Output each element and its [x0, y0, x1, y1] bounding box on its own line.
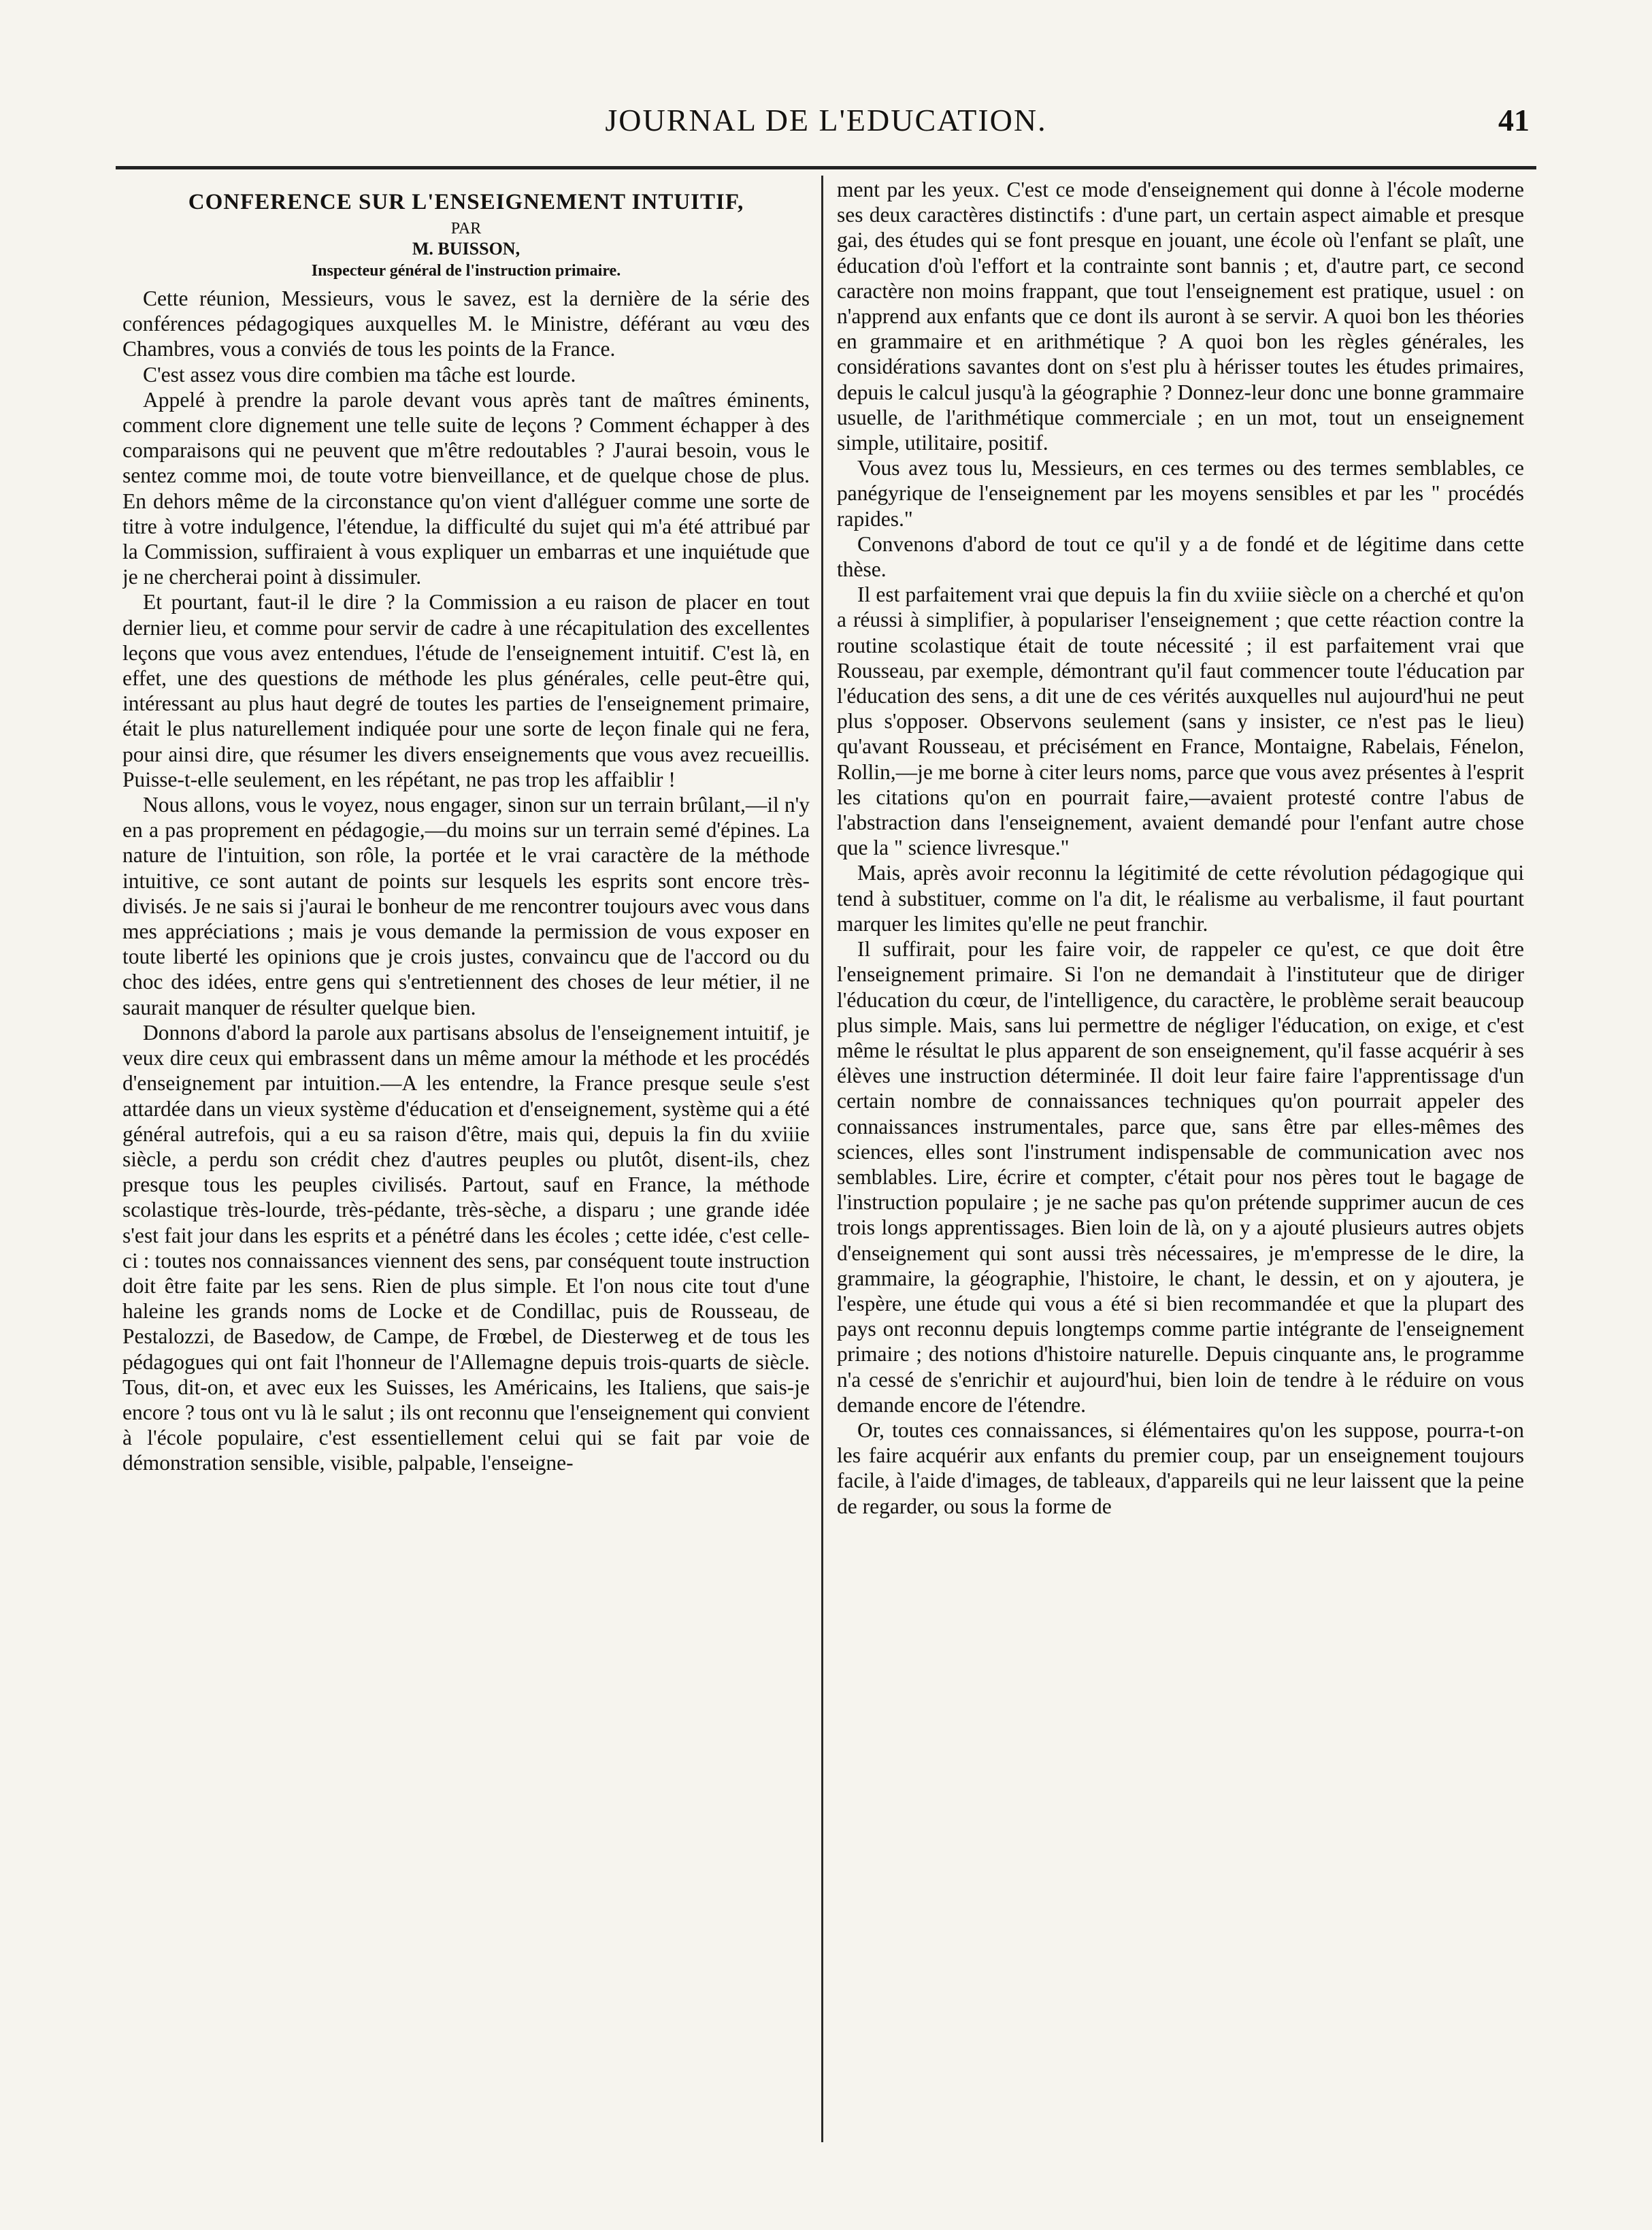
paragraph: Nous allons, vous le voyez, nous engager, sinon sur un terrain brûlant,—il n'y en a pas proprement en pédagogie,—du moins sur un terrain semé d'épines. La nature de l'intuition, son rôle, la portée et le vrai caractère de la méthode intuitive, ce sont autant de points sur lesquels les esprits sont encore très-divisés. Je ne sais si j'aurai le bonheur de me rencontrer toujours avec vous dans mes appréciations ; mais je vous demande la permission de vous exposer en toute liberté les opinions que je crois justes, convaincu que de l'accord ou du choc des idées, entre gens qui s'entretiennent des choses de leur métier, il ne saurait manquer de résulter quelque bien. — [122, 793, 810, 1019]
paragraph: Et pourtant, faut-il le dire ? la Commission a eu raison de placer en tout dernier lieu, et comme pour servir de cadre à une récapitulation des excellentes leçons que vous avez entendues, l'étude de l'enseignement intuitif. C'est là, en effet, une des questions de méthode les plus générales, celle peut-être qui, intéressant au plus haut degré de toutes les parties de l'enseignement primaire, était le plus naturellement indiquée pour une sorte de leçon finale qui ne fera, pour ainsi dire, que résumer les divers enseignements que vous avez recueillis. Puisse-t-elle seulement, en les répétant, ne pas trop les affaiblir ! — [122, 590, 810, 791]
paragraph: Appelé à prendre la parole devant vous après tant de maîtres éminents, comment clore dignement une telle suite de leçons ? Comment échapper à des comparaisons qui ne peuvent que m'être redoutables ? J'aurai besoin, vous le sentez comme moi, de toute votre bienveillance, et de quelque chose de plus. En dehors même de la circonstance qu'on vient d'alléguer comme une sorte de titre à votre indulgence, l'étendue, la difficulté du sujet qui m'a été attribué par la Commission, suffiraient à vous expliquer un embarras et une inquiétude que je ne chercherai point à dissimuler. — [122, 387, 810, 589]
paragraph: Convenons d'abord de tout ce qu'il y a de fondé et de légitime dans cette thèse. — [837, 531, 1524, 582]
right-column — [837, 177, 1524, 2144]
paragraph: C'est assez vous dire combien ma tâche est lourde. — [143, 362, 576, 387]
byline-author: M. BUISSON, — [412, 239, 521, 259]
journal-title: JOURNAL DE L'EDUCATION. — [605, 103, 1047, 137]
paragraph: ment par les yeux. C'est ce mode d'enseignement qui donne à l'école moderne ses deux caractères distinctifs : d'une part, un certain aspect aimable et presque gai, des études qui se font presque en jouant, une école où l'enfant se plaît, une éducation d'où l'effort et la contrainte sont bannis ; et, d'autre part, ce second caractère non moins frappant, que tout l'enseignement est pratique, usuel : on n'apprend aux enfants que ce dont ils auront à se servir. A quoi bon les théories en grammaire et en arithmétique ? A quoi bon les règles générales, les considérations savantes dont on s'est plu à hérisser toutes les études primaires, depuis le calcul jusqu'à la géographie ? Donnez-leur donc une bonne grammaire usuelle, de l'arithmétique commerciale ; en un mot, tout un enseignement simple, utilitaire, positif. — [837, 178, 1524, 455]
byline-role: Inspecteur général de l'instruction primaire. — [311, 262, 621, 280]
column-divider — [821, 176, 823, 2142]
paragraph: Donnons d'abord la parole aux partisans absolus de l'enseignement intuitif, je veux dire ceux qui embrassent dans un même amour la méthode et les procédés d'enseignement par intuition.—A les entendre, la France presque seule s'est attardée dans un vieux système d'éducation et d'enseignement, système qui a été général autrefois, qui a eu sa raison d'être, mais qui, depuis la fin du xviiie siècle, a perdu son crédit chez d'autres peuples ou plutôt, disent-ils, chez presque tous les peuples civilisés. Partout, sauf en France, la méthode scolastique très-lourde, très-pédante, très-sèche, a disparu ; une grande idée s'est fait jour dans les esprits et a pénétré dans les écoles ; cette idée, c'est celle-ci : toutes nos connaissances viennent des sens, par conséquent toute instruction doit être faite par les sens. Rien de plus simple. Et l'on nous cite tout d'une haleine les grands noms de Locke et de Condillac, puis de Rousseau, de Pestalozzi, de Basedow, de Campe, de Frœbel, de Diesterweg et de tous les pédagogues qui ont fait l'honneur de l'Allemagne depuis trois-quarts de siècle. Tous, dit-on, et avec eux les Suisses, les Américains, les Italiens, que sais-je encore ? tous ont vu là le salut ; ils ont reconnu que l'enseignement qui convient à l'école populaire, c'est essentiellement celui qui se fait par voie de démonstration sensible, visible, palpable, l'enseigne- — [122, 1020, 810, 1475]
paragraph: Mais, après avoir reconnu la légitimité de cette révolution pédagogique qui tend à substituer, comme on l'a dit, le réalisme au verbalisme, il faut pourtant marquer les limites qu'elle ne peut franchir. — [837, 861, 1524, 936]
paragraph: Cette réunion, Messieurs, vous le savez, est la dernière de la série des conférences pédagogiques auxquelles M. le Ministre, déférant au vœu des Chambres, vous a conviés de tous les points de la France. — [122, 286, 810, 361]
paragraph: Or, toutes ces connaissances, si élémentaires qu'on les suppose, pourra-t-on les faire acquérir aux enfants du premier coup, par un enseignement toujours facile, à l'aide d'images, de tableaux, d'appareils qui ne leur laissent que la peine de regarder, ou sous la forme de — [837, 1417, 1524, 1518]
left-column — [122, 177, 810, 2144]
byline-par: PAR — [450, 220, 482, 237]
header-rule — [116, 166, 1536, 169]
page-number: 41 — [1498, 103, 1530, 137]
paragraph: Il est parfaitement vrai que depuis la fin du xviiie siècle on a cherché et qu'on a réussi à simplifier, à populariser l'enseignement ; que cette réaction contre la routine scolastique était de toute nécessité ; il est parfaitement vrai que Rousseau, par exemple, démontrant qu'il faut commencer toute l'éducation par l'éducation des sens, a dit une de ces vérités auxquelles nul aujourd'hui ne peut plus s'opposer. Observons seulement (sans y insister, ce n'est pas le lieu) qu'avant Rousseau, et précisément en France, Montaigne, Rabelais, Fénelon, Rollin,—je me borne à citer leurs noms, parce que vous avez présentes à l'esprit les citations qu'on en pourrait faire,—avaient protesté contre l'abus de l'abstraction dans l'enseignement, avaient demandé pour l'enfant autre chose que la " science livresque." — [837, 583, 1524, 860]
article-title: CONFERENCE SUR L'ENSEIGNEMENT INTUITIF, — [188, 190, 744, 214]
paragraph: Vous avez tous lu, Messieurs, en ces termes ou des termes semblables, ce panégyrique de l'enseignement par les moyens sensibles et par les " procédés rapides." — [837, 456, 1524, 531]
paragraph: Il suffirait, pour les faire voir, de rappeler ce qu'est, ce que doit être l'enseignement primaire. Si l'on ne demandait à l'instituteur que de diriger l'éducation du cœur, de l'intelligence, du caractère, le problème serait beaucoup plus simple. Mais, sans lui permettre de négliger l'éducation, on exige, et c'est même le résultat le plus apparent de son enseignement, qu'il fasse acquérir à ses élèves une instruction déterminée. Il doit leur faire faire l'apprentissage d'un certain nombre de connaissances techniques qu'on pourrait appeler des connaissances instrumentales, parce que, sans être par elles-mêmes des sciences, elles sont l'instrument indispensable de communication avec nos semblables. Lire, écrire et compter, c'était pour nos pères tout le bagage de l'instruction populaire ; je ne sache pas qu'on prétende supprimer aucun de ces trois longs apprentissages. Bien loin de là, on y a ajouté plusieurs autres objets d'enseignement qui sont aussi très nécessaires, je m'empresse de le dire, la grammaire, la géographie, l'histoire, le chant, le dessin, et on y ajoutera, je l'espère, une étude qui vous a été si bien recommandée et que la plupart des pays ont reconnu depuis longtemps comme partie intégrante de l'enseignement primaire ; des notions d'histoire naturelle. Depuis cinquante ans, le programme n'a cessé de s'enrichir et aujourd'hui, bien loin de tendre à le réduire on vous demande encore de l'étendre. — [837, 937, 1524, 1417]
running-head — [116, 102, 1536, 143]
